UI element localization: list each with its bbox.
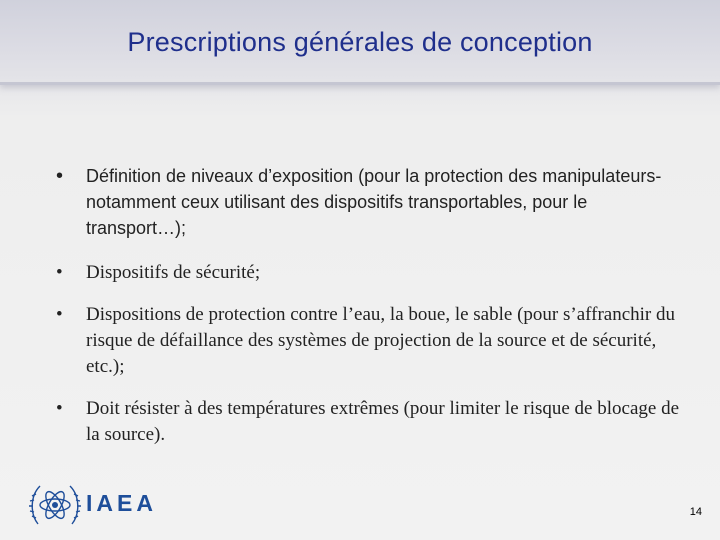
- bullet-dot: •: [56, 262, 63, 283]
- bullet-dot: •: [56, 165, 64, 187]
- bullet-text-2: Dispositifs de sécurité;: [86, 262, 261, 283]
- iaea-logo-text: IAEA: [86, 490, 157, 516]
- bullet-item-4: [56, 396, 686, 448]
- iaea-emblem-icon: [28, 480, 82, 530]
- slide-title: Prescriptions générales de conception: [127, 27, 593, 57]
- bullet-item-2: [56, 260, 686, 286]
- bullet-item-1: [56, 163, 686, 241]
- page-number: 14: [689, 506, 702, 518]
- bullet-text-4: Doit résister à des températures extrêmes (pour limiter le risque de blocage de la source).: [86, 398, 679, 445]
- bullet-dot: •: [56, 304, 63, 325]
- bullet-text-1: Définition de niveaux d’exposition (pour la protection des manipulateurs- notamment ceux utilisant des dispositifs transportables, pour le transport…);: [86, 166, 662, 238]
- bullet-dot: •: [56, 398, 63, 419]
- bullet-text-3: Dispositions de protection contre l’eau, la boue, le sable (pour s’affranchir du risque de défaillance des systèmes de projection de la source et de sécurité, etc.);: [86, 304, 675, 377]
- bullet-list: [56, 163, 686, 448]
- bullet-item-3: [56, 302, 686, 380]
